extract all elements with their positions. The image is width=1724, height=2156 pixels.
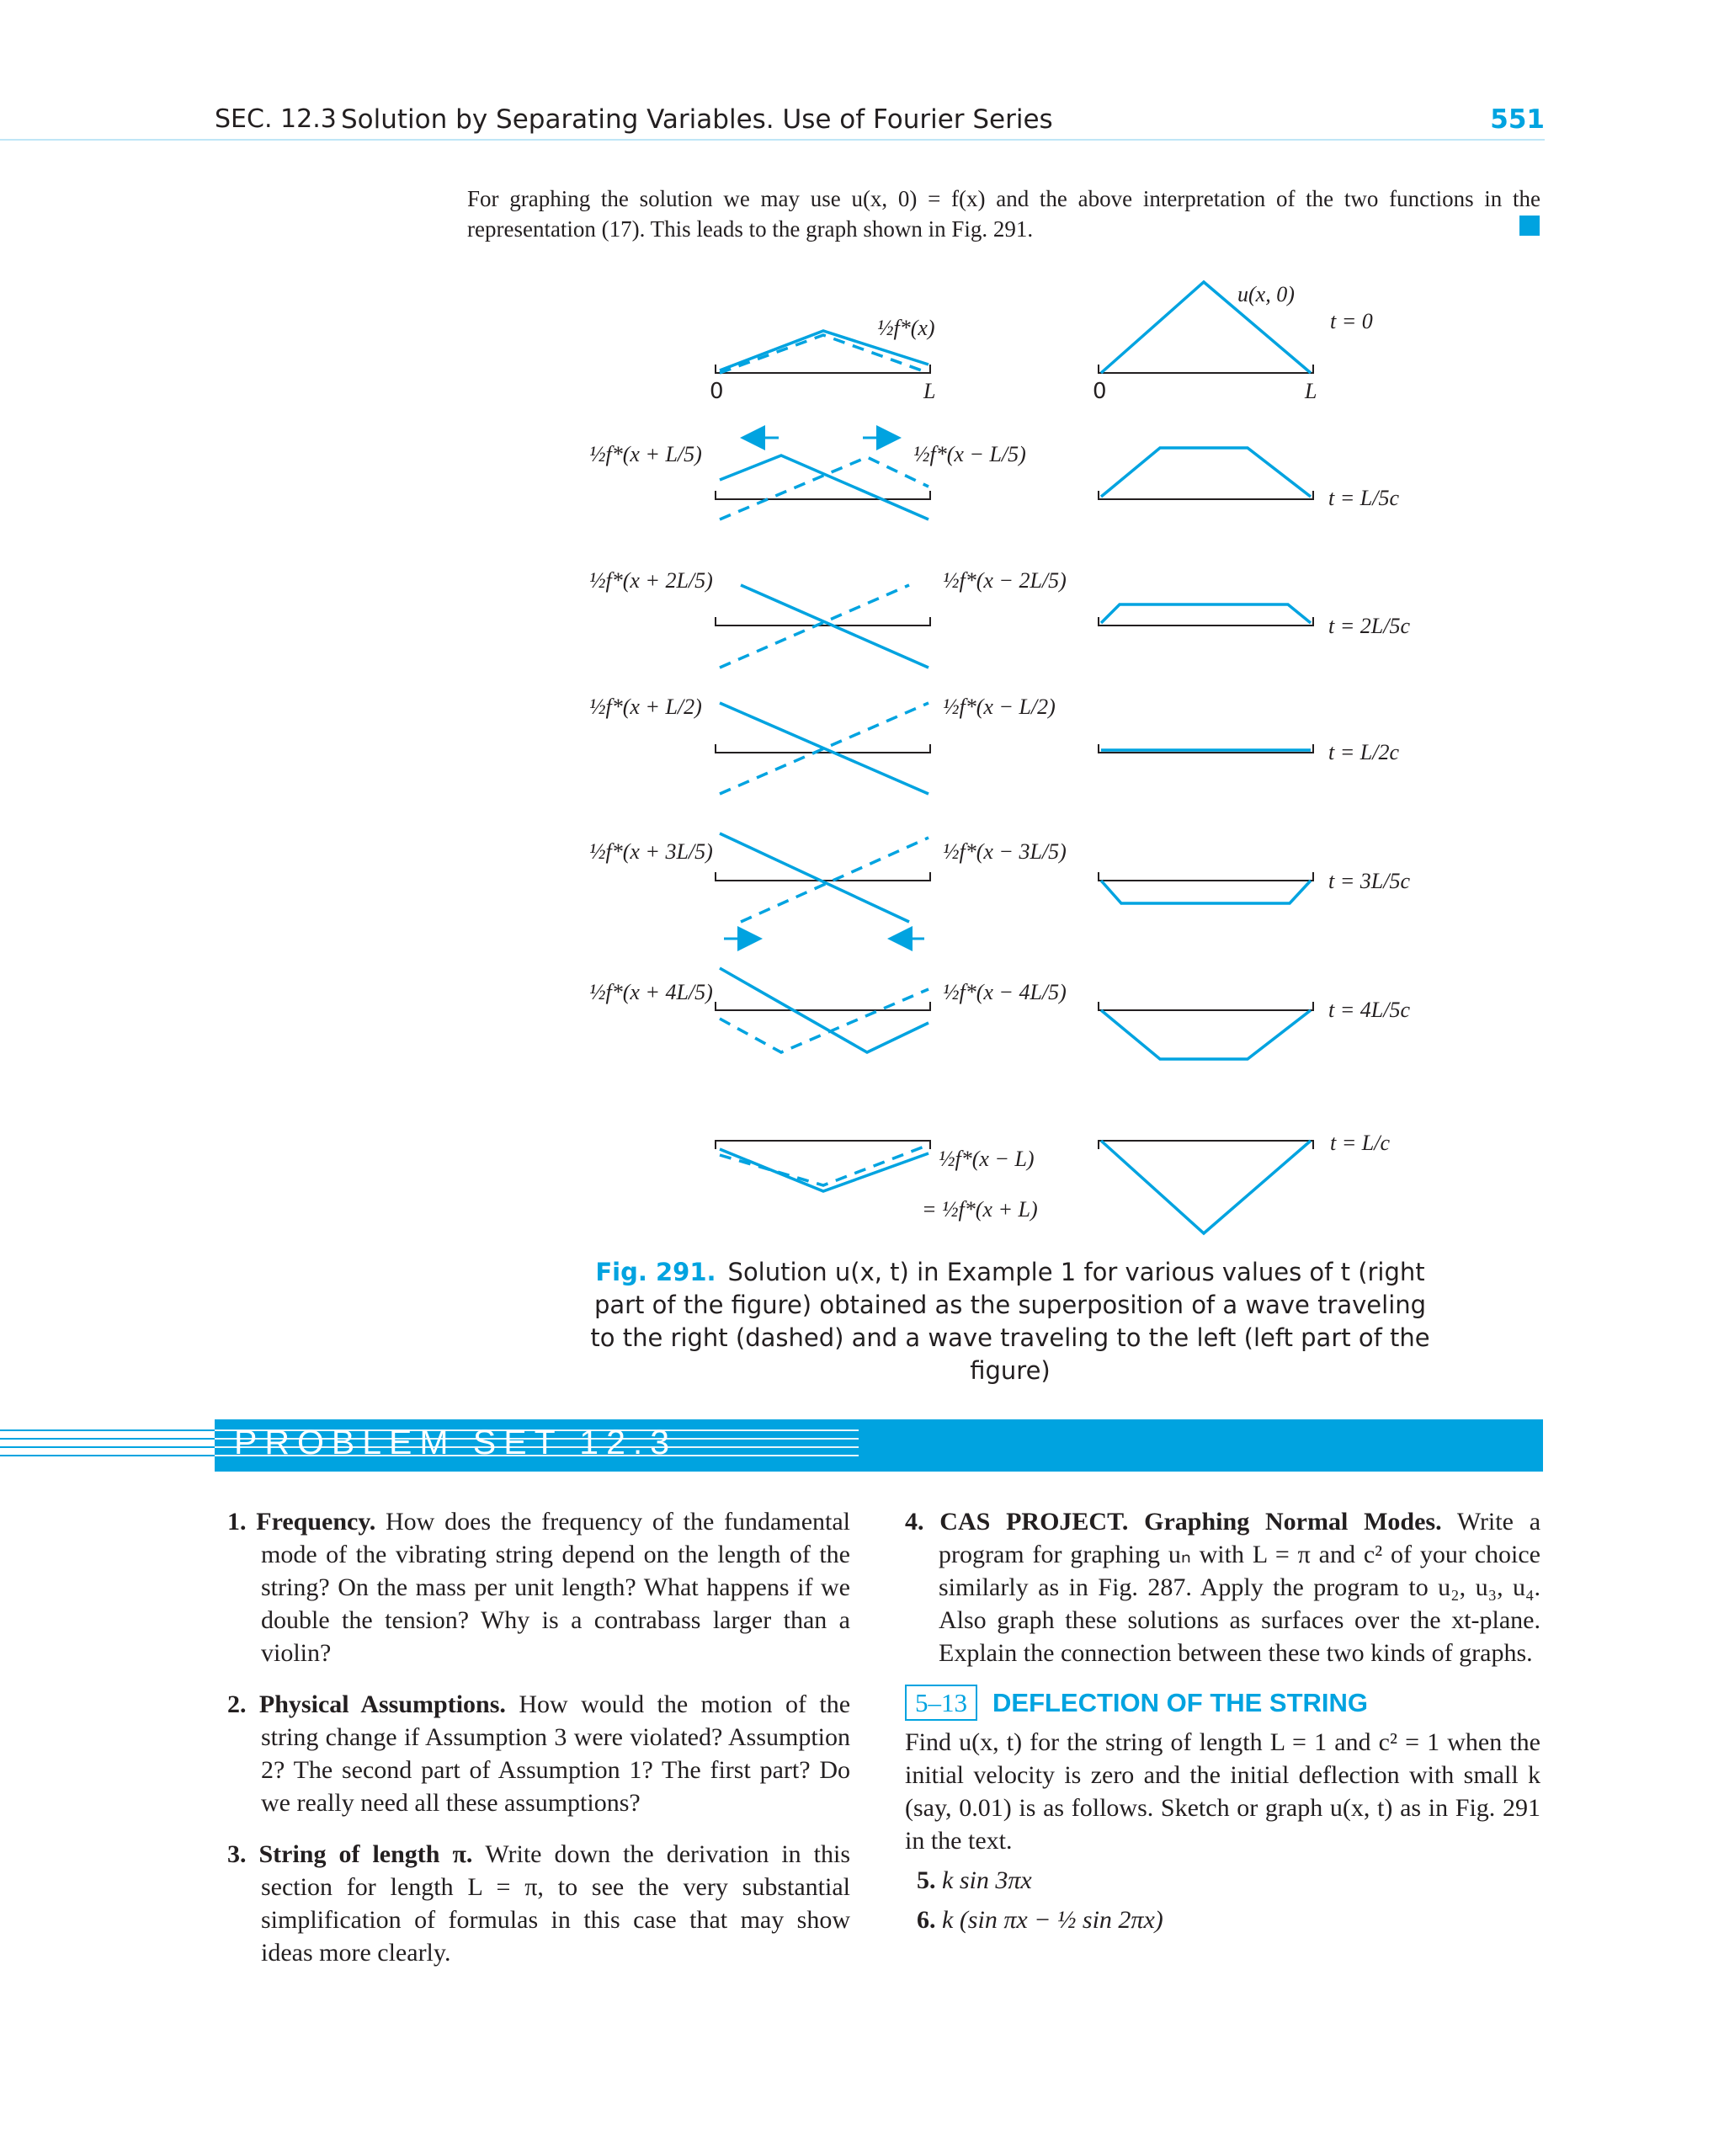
problem-4-title: CAS PROJECT. Graphing Normal Modes. [939, 1508, 1442, 1536]
label-plus-L: = ½f*(x + L) [922, 1197, 1038, 1222]
problem-3-title: String of length π. [258, 1840, 473, 1868]
time-t0: t = 0 [1330, 309, 1373, 333]
problem-1-text: How does the frequency of the fundamental mode of the vibrating string depend on the length of the string? On the mass per unit length? What happens if we double the tension? Why is a contrabass larger than a violin? [261, 1508, 851, 1667]
label-minus-L: ½f*(x − L) [939, 1147, 1035, 1171]
problem-2 [227, 1688, 850, 1819]
problem-6 [917, 1903, 1540, 1936]
label-plus-L2: ½f*(x + L/2) [589, 695, 702, 719]
problem-set-title: PROBLEM SET 12.3 [234, 1423, 678, 1461]
problem-6-text: k (sin πx − ½ sin 2πx) [942, 1906, 1163, 1934]
problem-4 [905, 1505, 1540, 1669]
problem-2-text: How would the motion of the string change if Assumption 3 were violated? Assumption 2? The second part of Assumption 1? The first part? Do we really need all these assumptions? [261, 1690, 851, 1817]
problems-left-column [227, 1505, 850, 1988]
caption-text: Solution u(x, t) in Example 1 for various values of t (right part of the figure) obtained as the superposition of a wave traveling to the right (dashed) and a wave traveling to the left (left part of the figure) [590, 1258, 1430, 1385]
solution-t4 [1101, 881, 1311, 903]
section-range: 5–13 [905, 1685, 977, 1721]
label-plus-2L5: ½f*(x + 2L/5) [589, 568, 713, 593]
section-number: SEC. 12.3 [215, 104, 337, 134]
label-L-right: L [1305, 379, 1317, 403]
wave-dashed-t5 [720, 989, 929, 1052]
label-half-fstar-x: ½f*(x) [877, 316, 935, 340]
problem-5-text: k sin 3πx [942, 1866, 1032, 1894]
label-minus-4L5: ½f*(x − 4L/5) [943, 980, 1067, 1004]
time-t3: t = L/2c [1328, 740, 1399, 764]
problem-2-number: 2. [227, 1690, 247, 1718]
problem-1-title: Frequency. [256, 1508, 376, 1536]
time-t4: t = 3L/5c [1328, 869, 1410, 893]
problem-4-text: Write a program for graphing uₙ with L = π and c² of your choice similarly as in Fig. 287. Apply the program to u₂, u₃, u₄. Also graph these solutions as surfaces over the xt-plane. Explain the connection between these two kinds of graphs. [939, 1508, 1541, 1667]
problem-5-number: 5. [917, 1866, 936, 1894]
wave-solid-t4 [720, 833, 909, 922]
solution-t5 [1101, 1010, 1311, 1059]
section-heading [905, 1685, 1540, 1721]
label-plus-3L5: ½f*(x + 3L/5) [589, 839, 713, 864]
problem-3 [227, 1838, 850, 1969]
problem-5 [917, 1864, 1540, 1897]
solution-t1 [1101, 448, 1311, 497]
wave-solid-t1 [720, 455, 929, 519]
label-plus-4L5: ½f*(x + 4L/5) [589, 980, 713, 1004]
problem-4-number: 4. [905, 1508, 924, 1536]
label-plus-L5: ½f*(x + L/5) [589, 442, 702, 466]
label-zero-left: 0 [710, 379, 724, 404]
time-t6: t = L/c [1330, 1131, 1390, 1155]
time-t2: t = 2L/5c [1328, 614, 1410, 638]
time-t1: t = L/5c [1328, 486, 1399, 510]
label-minus-L5: ½f*(x − L/5) [913, 442, 1026, 466]
section-heading-title: DEFLECTION OF THE STRING [992, 1688, 1369, 1717]
problem-1-number: 1. [227, 1508, 247, 1536]
left-baselines [716, 365, 930, 1149]
label-zero-right: 0 [1093, 379, 1107, 404]
solution-t6 [1101, 1141, 1311, 1233]
problem-2-title: Physical Assumptions. [258, 1690, 506, 1718]
problems-right-column [905, 1505, 1540, 1936]
page-number: 551 [1490, 104, 1545, 135]
problem-3-number: 3. [227, 1840, 247, 1868]
problem-6-number: 6. [917, 1906, 936, 1934]
solution-t2 [1101, 604, 1311, 623]
label-u-x-0: u(x, 0) [1237, 282, 1295, 306]
label-minus-2L5: ½f*(x − 2L/5) [943, 568, 1067, 593]
problem-1 [227, 1505, 850, 1669]
figure-caption [589, 1256, 1431, 1387]
label-minus-3L5: ½f*(x − 3L/5) [943, 839, 1067, 864]
figure-label: Fig. 291. [595, 1258, 716, 1286]
time-t5: t = 4L/5c [1328, 998, 1410, 1022]
label-minus-L2: ½f*(x − L/2) [943, 695, 1056, 719]
intro-paragraph: For graphing the solution we may use u(x, 0) = f(x) and the above interpretation of the two functions in the representation (17). This leads to the graph shown in Fig. 291. [467, 186, 1540, 242]
label-L-left: L [923, 379, 936, 403]
section-title: Solution by Separating Variables. Use of Fourier Series [341, 104, 1053, 135]
section-instructions: Find u(x, t) for the string of length L = 1 and c² = 1 when the initial velocity is zero and the initial deflection with small k (say, 0.01) is as follows. Sketch or graph u(x, t) as in Fig. 291 in the text. [905, 1728, 1540, 1855]
problem-3-text: Write down the derivation in this section for length L = π, to see the very substantial simplification of formulas in this case that may show ideas more clearly. [261, 1840, 851, 1967]
